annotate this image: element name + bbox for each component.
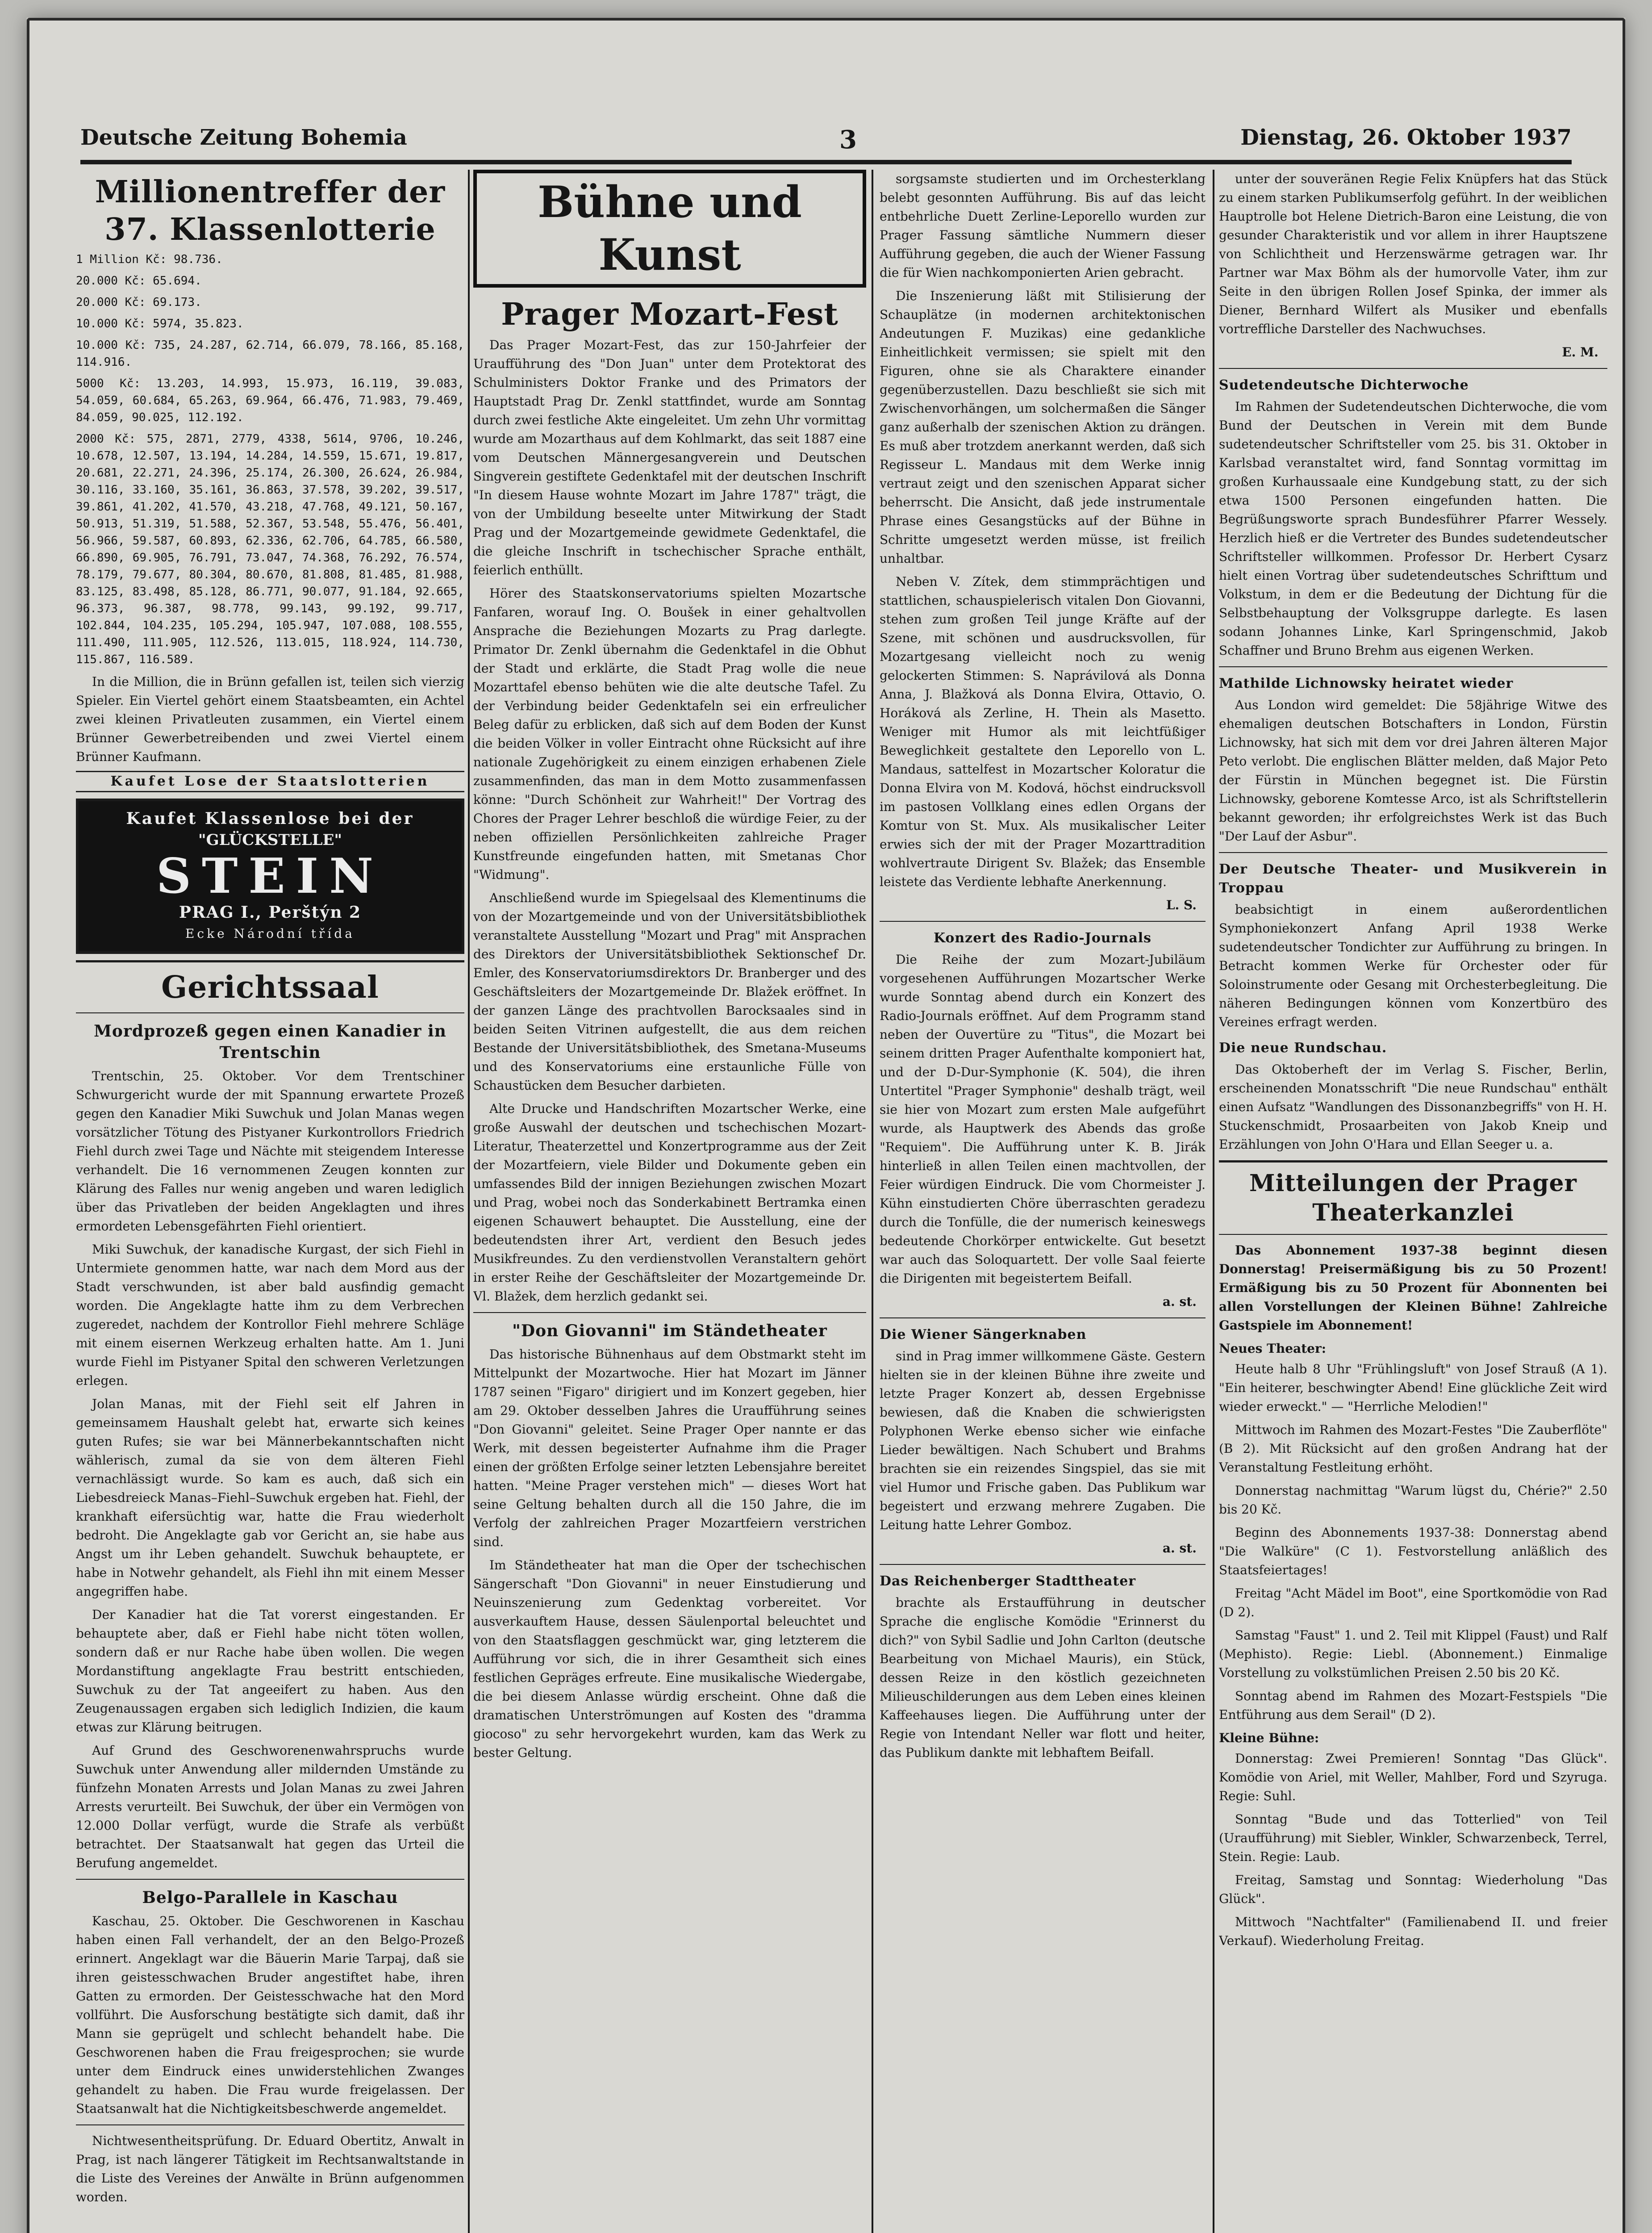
article-title: Konzert des Radio-Journals — [933, 930, 1152, 946]
article-paragraph: Die Inszenierung läßt mit Stilisierung der Schauplätze (in modernen architektonischen Andeutungen F. Muzikas) eine gedankliche Einheitlichkeit vermissen; sie spielt mit den Figuren, ohne sie als Charaktere einander gegenüberzustellen. Dazu beschließt sie sich mit Zwischenvorhängen, um solchermaßen die Sänger ganz außerhalb der szenischen Aktion zu drängen. Es muß aber trotzdem anerkannt werden, daß sich Regisseur L. Mandaus mit dem Werke innig vertraut zeigt und den szenischen Apparat sicher beherrscht. Die Ansicht, daß jede instrumentale Phrase eines Gesangstücks auf der Bühne in Schritte umgesetzt werden müsse, ist freilich unhaltbar. — [880, 289, 1206, 566]
lotto-banner: Kaufet Lose der Staatslotterien — [76, 771, 464, 792]
lottery-note: In die Million, die in Brünn gefallen ist, teilen sich vierzig Spieler. Ein Viertel gehört einem Staatsbeamten, ein Achtel zwei kleinen Privatleuten zusammen, ein Viertel einem Brünner Gewerbetreibenden und zwei Viertel einem Brünner Kaufmann. — [76, 674, 464, 764]
article-paragraph: Im Rahmen der Sudetendeutschen Dichterwoche, die vom Bund der Deutschen in Verein mit dem Bunde sudetendeutscher Schriftsteller vom 25. bis 31. Oktober in Karlsbad veranstaltet wird, fand Sonntag vormittag im großen Kurhaussaale eine Kundgebung statt, zu der sich etwa 1500 Personen eingefunden hatten. Die Begrüßungsworte sprach Bundesführer Pfarrer Wessely. Herzlich hieß er die Vertreter des Bundes sudetendeutscher Schriftsteller willkommen. Professor Dr. Herbert Cysarz hielt einen Vortrag über sudetendeutsches Schrifttum und Volkstum, in dem er die Bedeutung der Dichtung für die Selbstbehauptung der Volksgruppe darlegte. Es lasen sodann Johannes Linke, Karl Springenschmid, Jakob Schaffner und Bruno Brehm aus eigenen Werken. — [1219, 399, 1607, 658]
ad-line: Kaufet Klassenlose bei der — [126, 809, 414, 828]
program-item: Donnerstag: Zwei Premieren! Sonntag "Das Glück". Komödie von Ariel, mit Weller, Mahlber, Ford und Szyruga. Regie: Suhl. — [1219, 1751, 1607, 1803]
column-4 — [1219, 170, 1607, 2233]
lottery-line: 10.000 Kč: 5974, 35.823. — [76, 317, 244, 330]
program-item: Mittwoch im Rahmen des Mozart-Festes "Die Zauberflöte" (B 2). Mit Rücksicht auf den großen Andrang hat der Veranstaltung Festleitung erhöht. — [1219, 1422, 1607, 1475]
article-paragraph: Im Ständetheater hat man die Oper der tschechischen Sängerschaft "Don Giovanni" in neuer Einstudierung und Neuinszenierung zum Gedenktag vorbereitet. Vor ausverkauftem Hause, dessen Säulenportal beleuchtet und von den Staatsflaggen geschmückt war, ging letzterem die Aufführung vor sich, die in ihrer Gesamtheit sich eines festlichen Gepräges erfreute. Eine musikalische Wiedergabe, die bei diesem Anlasse würdig erscheint. Ohne daß die dramatischen Unterströmungen auf Kosten des "dramma giocoso" zu sehr hervorgekehrt wurden, kam das Werk zu bester Geltung. — [473, 1558, 866, 1760]
program-item: Samstag "Faust" 1. und 2. Teil mit Klippel (Faust) und Ralf (Mephisto). Regie: Liebl. (Abonnement.) Einmalige Vorstellung zu volkstümlichen Preisen 2.50 bis 20 Kč. — [1219, 1628, 1607, 1680]
ad-address: PRAG I., Perštýn 2 — [179, 903, 362, 922]
theater-intro: Das Abonnement 1937-38 beginnt diesen Donnerstag! Preisermäßigung bis zu 50 Prozent! Ermäßigung bis zu 50 Prozent für Abonnenten bei allen Vorstellungen der Kleinen Bühne! Zahlreiche Gastspiele im Abonnement! — [1219, 1243, 1607, 1333]
section-rule — [880, 1317, 1206, 1318]
stein-advertisement — [76, 799, 464, 954]
header-date: Dienstag, 26. Oktober 1937 — [1240, 125, 1572, 150]
article-paragraph: Nichtwesentheitsprüfung. Dr. Eduard Obertitz, Anwalt in Prag, ist nach längerer Tätigkeit im Rechtsanwaltstande in die Liste des Vereines der Anwälte in Brünn aufgenommen worden. — [76, 2133, 464, 2204]
article-title: Belgo-Parallele in Kaschau — [142, 1888, 398, 1907]
ad-address: Ecke Národní třída — [185, 926, 355, 941]
article-title: Das Reichenberger Stadttheater — [880, 1573, 1136, 1589]
lottery-line: 20.000 Kč: 69.173. — [76, 296, 202, 309]
court-section-title: Gerichtssaal — [161, 970, 379, 1005]
header-paper-name: Deutsche Zeitung Bohemia — [80, 125, 407, 150]
lottery-line: 20.000 Kč: 65.694. — [76, 274, 202, 288]
section-rule — [76, 1012, 464, 1013]
article-paragraph: sorgsamste studierten und im Orchesterklang belebt gesonnten Aufführung. Bis auf das leicht entbehrliche Duett Zerline-Leporello wurden zur Prager Fassung sämtliche Nummern dieser Aufführung gegeben, die auch der Wiener Fassung die für Wien nachkomponierten Arien gebracht. — [880, 171, 1206, 280]
section-rule — [880, 1564, 1206, 1565]
program-item: Sonntag "Bude und das Totterlied" von Teil (Uraufführung) mit Siebler, Winkler, Schwarzenbeck, Terrel, Stein. Regie: Laub. — [1219, 1812, 1607, 1864]
header-page-number: 3 — [839, 125, 857, 155]
article-paragraph: Alte Drucke und Handschriften Mozartscher Werke, eine große Auswahl der deutschen und tschechischen Mozart-Literatur, Theaterzettel und Konzertprogramme aus der Zeit der Mozartfeiern, viele Bilder und Dokumente geben ein umfassendes Bild der innigen Beziehungen zwischen Mozart und Prag, wobei noch das Sonderkabinett Bertramka einen eigenen Schauwert behauptet. Die Ausstellung, eine der bedeutendsten ihrer Art, verdient den Besuch jedes Musikfreundes. Zu den verdienstvollen Veranstaltern gehört in erster Reihe der Geschäftsleiter der Mozartgemeinde Dr. Vl. Blažek, dem herzlich gedankt sei. — [473, 1101, 866, 1304]
column-rule — [1213, 170, 1214, 2233]
article-paragraph: Miki Suwchuk, der kanadische Kurgast, der sich Fiehl in Untermiete genommen hatte, war nach dem Mord aus der Stadt verschwunden, ist aber bald ausfindig gemacht worden. Die Angeklagte hatte ihm zu dem Verbrechen zugeredet, nachdem der Kontrollor Fiehl mehrere Schläge mit einem eisernen Werkzeug erhalten hatte. Am 1. Juni wurde Fiehl im Pistyaner Spital den schweren Verletzungen erlegen. — [76, 1242, 464, 1388]
program-item: Sonntag abend im Rahmen des Mozart-Festspiels "Die Entführung aus dem Serail" (D 2). — [1219, 1689, 1607, 1722]
program-item: Freitag, Samstag und Sonntag: Wiederholung "Das Glück". — [1219, 1873, 1607, 1906]
header-rule — [80, 160, 1572, 164]
section-rule — [76, 960, 464, 962]
article-paragraph: Der Kanadier hat die Tat vorerst eingestanden. Er behauptete aber, daß er Fiehl habe nicht töten wollen, sondern daß er nur Rache habe üben wollen. Die wegen Mordanstiftung angeklagte Frau bestritt entschieden, Suwchuk zu der Tat angeeifert zu haben. Aus den Zeugenaussagen ergaben sich lediglich Indizien, die kaum etwas zur Klärung beitrugen. — [76, 1607, 464, 1735]
program-item: Mittwoch "Nachtfalter" (Familienabend II. und freier Verkauf). Wiederholung Freitag. — [1219, 1915, 1607, 1948]
lottery-line: 10.000 Kč: 735, 24.287, 62.714, 66.079, 78.166, 85.168, 114.916. — [76, 339, 464, 369]
venue-label: Kleine Bühne: — [1219, 1731, 1319, 1745]
article-paragraph: Auf Grund des Geschworenenwahrspruchs wurde Suwchuk unter Anwendung aller mildernden Umstände zu fünfzehn Monaten Arrests und Jolan Manas zu zwei Jahren Arrests verurteilt. Bei Suwchuk, der über ein Vermögen von 12.000 Dollar verfügt, wurde die Strafe als verbüßt betrachtet. Der Staatsanwalt hat gegen das Urteil die Berufung angemeldet. — [76, 1743, 464, 1870]
article-title: Sudetendeutsche Dichterwoche — [1219, 377, 1469, 393]
section-rule — [880, 921, 1206, 922]
article-paragraph: Das Prager Mozart-Fest, das zur 150-Jahrfeier der Uraufführung des "Don Juan" unter dem Protektorat des Schulministers Doktor Franke und des Primators der Hauptstadt Prag Dr. Zenkl stattfindet, wurde am Sonntag durch zwei festliche Akte eingeleitet. Um zehn Uhr vormittag wurde am Mozarthaus auf dem Kohlmarkt, das seit 1887 eine vom Deutschen Männergesangverein und Deutschen Singverein gestiftete Gedenktafel mit der deutschen Inschrift "In diesem Hause wohnte Mozart im Jahre 1787" trägt, die von der Umbildung beseelte unter Mitwirkung der Stadt Prag und der Mozartgemeinde gewidmete Gedenktafel, die die gleiche Inschrift in tschechischer Sprache enthält, feierlich enthüllt. — [473, 338, 866, 577]
program-item: Beginn des Abonnements 1937-38: Donnerstag abend "Die Walküre" (C 1). Festvorstellung anläßlich des Staatsfeiertages! — [1219, 1525, 1607, 1577]
lottery-line: 1 Million Kč: 98.736. — [76, 253, 223, 266]
article-paragraph: Neben V. Zítek, dem stimmprächtigen und stattlichen, schauspielerisch vitalen Don Giovanni, stehen zum großen Teil junge Kräfte auf der Szene, mit schönen und ausdrucksvollen, für Mozartgesang vielleicht noch zu wenig gelockerten Stimmen: S. Naprávilová als Donna Anna, J. Blažková als Donna Elvira, Ottavio, O. Horáková als Zerline, H. Thein als Masetto. Weniger mit Humor als mit leichtfüßiger Beweglichkeit gestaltete den Leporello von L. Mandaus, sattelfest in Mozartscher Koloratur die Donna Elvira von M. Kodová, höchst eindrucksvoll im pastosen Vollklang eines edlen Organs der Komtur von St. Mux. Als musikalischer Leiter erwies sich der mit der Prager Mozarttradition wohlvertraute Dirigent Sv. Blažek; das Ensemble leistete das Verdiente lebhafte Anerkennung. — [880, 574, 1206, 889]
section-rule — [76, 1879, 464, 1880]
theater-office-title: Mitteilungen der Prager Theaterkanzlei — [1249, 1170, 1577, 1226]
venue-label: Neues Theater: — [1219, 1341, 1327, 1356]
newspaper-page — [27, 18, 1625, 2233]
lottery-title: Millionentreffer der 37. Klassenlotterie — [95, 174, 446, 247]
article-title: Die Wiener Sängerknaben — [880, 1327, 1087, 1342]
article-title: "Don Giovanni" im Ständetheater — [512, 1321, 827, 1340]
author-signature: L. S. — [1166, 898, 1197, 912]
ad-brand: STEIN — [156, 848, 384, 904]
article-title: Mathilde Lichnowsky heiratet wieder — [1219, 676, 1514, 691]
lottery-line: 2000 Kč: 575, 2871, 2779, 4338, 5614, 9706, 10.246, 10.678, 12.507, 13.194, 14.284, 14.559, 15.671, 19.817, 20.681, 22.271, 24.396, 25.174, 26.300, 26.624, 26.984, 30.116, 33.160, 35.161, 36.863, 37.578, 39.202, 39.517, 39.861, 41.202, 41.570, 43.218, 47.768, 49.121, 50.167, 50.913, 51.319, 51.588, 52.367, 53.548, 55.476, 56.401, 56.966, 59.587, 60.893, 62.336, 62.706, 64.785, 66.580, 66.890, 69.905, 76.791, 73.047, 74.368, 76.292, 76.574, 78.179, 79.677, 80.304, 80.670, 81.808, 81.485, 81.988, 83.125, 83.498, 85.128, 86.771, 90.077, 91.184, 92.665, 96.373, 96.387, 98.778, 99.143, 99.192, 99.717, 102.844, 104.235, 105.294, 105.947, 107.088, 108.555, 111.490, 111.905, 112.526, 113.015, 118.924, 114.730, 115.867, 116.589. — [76, 432, 464, 666]
program-item: Heute halb 8 Uhr "Frühlingsluft" von Josef Strauß (A 1). "Ein heiterer, beschwingter Abend! Eine glückliche Zeit wird wieder erweckt." — "Herrliche Melodien!" — [1219, 1362, 1607, 1414]
section-rule — [1219, 1160, 1607, 1162]
section-rule — [1219, 666, 1607, 667]
program-item: Freitag "Acht Mädel im Boot", eine Sportkomödie von Rad (D 2). — [1219, 1586, 1607, 1619]
program-item: Donnerstag nachmittag "Warum lügst du, Chérie?" 2.50 bis 20 Kč. — [1219, 1483, 1607, 1517]
ad-line: "GLÜCKSTELLE" — [198, 831, 342, 849]
author-signature: E. M. — [1562, 345, 1598, 360]
section-header-box — [473, 170, 866, 288]
article-paragraph: Trentschin, 25. Oktober. Vor dem Trentschiner Schwurgericht wurde der mit Spannung erwartete Prozeß gegen den Kanadier Miki Suwchuk und Jolan Manas wegen vorsätzlicher Tötung des Pistyaner Kurkontrollors Friedrich Fiehl durch zwei Tage und Nächte mit steigendem Interesse verhandelt. Die 16 vernommenen Zeugen konnten zur Klärung des Falles nur wenig angeben und waren lediglich über das Privatleben der beiden Angeklagten und ihres ermordeten Lebensgefährten Fiehl orientiert. — [76, 1069, 464, 1234]
article-paragraph: beabsichtigt in einem außerordentlichen Symphoniekonzert Anfang April 1938 Werke sudetendeutscher Tondichter zur Aufführung zu bringen. In Betracht kommen Werke für Orchester oder für Soloinstrumente oder Gesang mit Orchesterbegleitung. Die näheren Bedingungen können vom Konzertbüro des Vereines erfragt werden. — [1219, 902, 1607, 1029]
section-rule — [1219, 1234, 1607, 1235]
author-signature: a. st. — [1162, 1541, 1197, 1556]
column-3 — [880, 170, 1206, 2233]
section-rule — [1219, 852, 1607, 853]
article-title: Mordprozeß gegen einen Kanadier in Trentschin — [94, 1022, 446, 1062]
article-paragraph: Kaschau, 25. Oktober. Die Geschworenen in Kaschau haben einen Fall verhandelt, der an den Belgo-Prozeß erinnert. Angeklagt war die Bäuerin Marie Tarpaj, daß sie ihren geistesschwachen Bruder angestiftet habe, ihren Gatten zu ermorden. Der Geistesschwache hat den Mord vollführt. Die Ausforschung bestätigte sich damit, daß ihr Mann sie geprügelt und schlecht behandelt habe. Die Geschworenen haben die Frau freigesprochen; sie wurde unter dem Eindruck eines unwiderstehlichen Zwanges gehandelt zu haben. Die Frau wurde freigelassen. Der Staatsanwalt hat die Nichtigkeitsbeschwerde angemeldet. — [76, 1914, 464, 2116]
article-paragraph: Das historische Bühnenhaus auf dem Obstmarkt steht im Mittelpunkt der Mozartwoche. Hier hat Mozart im Jänner 1787 seinen "Figaro" dirigiert und im Konzert gegeben, hier am 29. Oktober desselben Jahres die Uraufführung seines "Don Giovanni" geleitet. Seine Prager Oper nannte er das Werk, mit dessen begeisterter Aufnahme ihm die Prager einen der größten Erfolge seiner letzten Lebensjahre bereitet hatten. "Meine Prager verstehen mich" — dieses Wort hat seine Geltung behalten durch all die 150 Jahre, die im Verfolg der zahlreichen Prager Mozartfeiern verstrichen sind. — [473, 1347, 866, 1549]
column-2 — [473, 170, 866, 2233]
article-paragraph: Aus London wird gemeldet: Die 58jährige Witwe des ehemaligen deutschen Botschafters in London, Fürstin Lichnowsky, hat sich mit dem vor drei Jahren älteren Major Peto verlobt. Die englischen Blätter melden, daß Major Peto der Fürstin in München begegnet ist. Die Fürstin Lichnowsky, geborene Komtesse Arco, ist als Schriftstellerin bekannt geworden; ihr erfolgreichstes Werk ist das Buch "Der Lauf der Asbur". — [1219, 698, 1607, 844]
article-title: Der Deutsche Theater- und Musikverein in Troppau — [1219, 861, 1607, 896]
article-title: Prager Mozart-Fest — [501, 297, 839, 332]
page-header — [80, 112, 1572, 161]
article-paragraph: unter der souveränen Regie Felix Knüpfers hat das Stück zu einem starken Publikumserfolg geführt. In der weiblichen Hauptrolle bot Helene Dietrich-Baron eine Leistung, die von gesunder Charakteristik und vor allem in ihrer Hauptszene von Schlichtheit und Herzenswärme getragen war. Ihr Partner war Max Böhm als der humorvolle Vater, ihm zur Seite in den übrigen Rollen Josef Spinka, der immer als Diener, Bernhard Wilfert als Musiker und ebenfalls vortreffliche Darsteller des Nachwuchses. — [1219, 171, 1607, 336]
lottery-line: 5000 Kč: 13.203, 14.993, 15.973, 16.119, 39.083, 54.059, 60.684, 65.263, 69.964, 66.476, 71.983, 79.469, 84.059, 90.025, 112.192. — [76, 377, 464, 424]
section-rule — [76, 2124, 464, 2125]
lottery-results — [76, 251, 464, 668]
column-rule — [872, 170, 873, 2233]
article-paragraph: sind in Prag immer willkommene Gäste. Gestern hielten sie in der kleinen Bühne ihre zweite und letzte Prager Konzert ab, dessen Ergebnisse bewiesen, daß die Knaben die schwierigsten Polyphonen Werke ebenso sicher wie einfache Lieder bewältigen. Nach Schubert und Brahms brachten sie ein reizendes Singspiel, das sie mit viel Humor und Frische gaben. Das Publikum war begeistert und erzwang mehrere Zugaben. Die Leitung hatte Lehrer Gomboz. — [880, 1349, 1206, 1532]
column-1 — [76, 170, 464, 2233]
author-signature: a. st. — [1162, 1294, 1197, 1309]
article-paragraph: Jolan Manas, mit der Fiehl seit elf Jahren in gemeinsamem Haushalt gelebt hat, erwarte sich keines guten Rufes; sie war bei Männerbekanntschaften nicht wählerisch, zumal da sie von dem älteren Fiehl vernachlässigt wurde. So kam es auch, daß sich ein Liebesdreieck Manas–Fiehl–Suwchuk ergeben hat. Fiehl, der krankhaft eifersüchtig war, hatte die Frau wiederholt bedroht. Die Angeklagte gab vor Gericht an, sie habe aus Angst um ihr Leben gehandelt. Suwchuk behauptete, er habe in Notwehr gehandelt, als Fiehl ihn mit einem Messer angegriffen habe. — [76, 1397, 464, 1599]
article-paragraph: Anschließend wurde im Spiegelsaal des Klementinums die von der Mozartgemeinde und von der Universitätsbibliothek veranstaltete Ausstellung "Mozart und Prag" mit Ansprachen des Direktors der Universitätsbibliothek Sektionschef Dr. Emler, des Konservatoriumsdirektors Dr. Branberger und des Geschäftsleiters der Mozartgemeinde Dr. Blažek eröffnet. In der ganzen Länge des prachtvollen Barocksaales sind in beiden Seiten Vitrinen aufgestellt, die aus dem reichen Bestande der Universitätsbibliothek, des Smetana-Museums und des Konservatoriums eine erstaunliche Fülle von Schaustücken dem Besucher darbieten. — [473, 891, 866, 1093]
article-paragraph: Das Oktoberheft der im Verlag S. Fischer, Berlin, erscheinenden Monatsschrift "Die neue Rundschau" enthält einen Aufsatz "Wandlungen des Dissonanzbegriffs" von H. H. Stuckenschmidt, Prosaarbeiten von Jakob Kneip und Erzählungen von John O'Hara und Ellan Seeger u. a. — [1219, 1062, 1607, 1152]
article-paragraph: brachte als Erstaufführung in deutscher Sprache die englische Komödie "Erinnerst du dich?" von Sybil Sadlie und John Carlton (deutsche Bearbeitung von Michael Mauris), ein Stück, dessen Reize in den köstlich gezeichneten Milieuschilderungen aus dem Leben eines kleinen Kaffeehauses liegen. Die Aufführung unter der Regie von Intendant Neller war flott und heiter, das Publikum dankte mit lebhaftem Beifall. — [880, 1595, 1206, 1760]
article-title: Die neue Rundschau. — [1219, 1040, 1387, 1056]
section-rule — [473, 1312, 866, 1313]
article-paragraph: Die Reihe der zum Mozart-Jubiläum vorgesehenen Aufführungen Mozartscher Werke wurde Sonntag abend durch ein Konzert des Radio-Journals eröffnet. Auf dem Programm stand neben der Ouvertüre zu "Titus", die Mozart bei seinem dritten Prager Aufenthalte komponiert hat, und der D-Dur-Symphonie (K. 504), die ihren Untertitel "Prager Symphonie" deshalb trägt, weil sie hier von Mozart zum ersten Male aufgeführt wurde, als Hauptwerk des Abends das große "Requiem". Die Aufführung unter K. B. Jirák hinterließ in allen Teilen einen machtvollen, der Feier würdigen Eindruck. Die vom Chormeister J. Kühn einstudierten Chöre überraschten geradezu durch die Tonfülle, die der numerisch keineswegs bedeutende Chorkörper entwickelte. Gut besetzt war auch das Soloquartett. Der volle Saal feierte die Dirigenten mit begeistertem Beifall. — [880, 952, 1206, 1286]
article-paragraph: Hörer des Staatskonservatoriums spielten Mozartsche Fanfaren, worauf Ing. O. Boušek in einer gehaltvollen Ansprache die Beziehungen Mozarts zu Prag darlegte. Primator Dr. Zenkl übernahm die Gedenktafel in die Obhut der Stadt und erklärte, die Stadt Prag wolle die neue Mozarttafel ebenso behüten wie die alte deutsche Tafel. Zu der Verbindung beider Gedenktafeln sei ein erfreulicher Beleg dafür zu erblicken, daß sich auf dem Boden der Kunst die beiden Völker in voller Eintracht ohne Rücksicht auf ihre nationale Zugehörigkeit zu einem einzigen erhabenen Ziele zusammenfinden, das man in dem Motto zusammenfassen könne: "Durch Schönheit zur Wahrheit!" Der Vortrag des Chores der Prager Lehrer beschloß die würdige Feier, zu der neben offiziellen Persönlichkeiten zahlreiche Prager Kunstfreunde eingefunden hatten, mit Smetanas Chor "Widmung". — [473, 586, 866, 882]
column-rule — [468, 170, 470, 2233]
section-title: Bühne und Kunst — [538, 177, 802, 280]
section-rule — [1219, 368, 1607, 369]
